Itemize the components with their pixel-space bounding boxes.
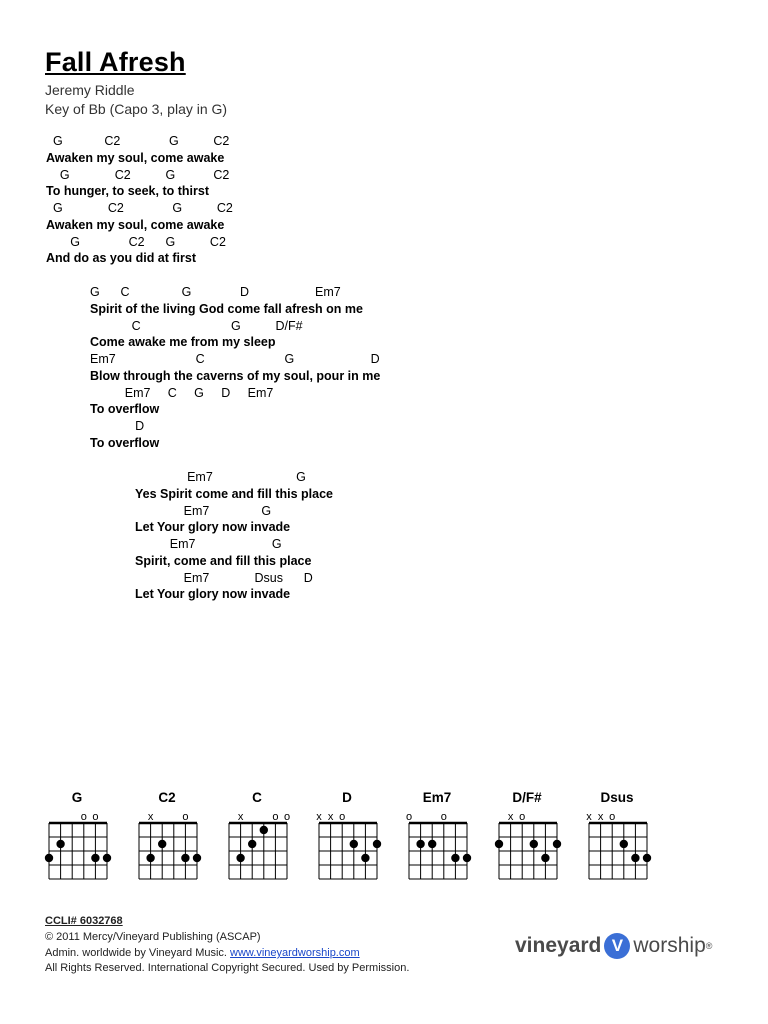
finger-dot [428,840,436,848]
open-string-marker: o [283,811,291,823]
lyric-line: Blow through the caverns of my soul, pour in me [90,368,381,383]
song-author: Jeremy Riddle [45,82,135,98]
lyric-line: Spirit of the living God come fall afresh on me [90,301,363,316]
finger-dot [451,854,459,862]
finger-dot [45,854,53,862]
lyric-line: Yes Spirit come and fill this place [135,486,333,501]
open-string-marker: o [405,811,413,823]
lyric-line: And do as you did at first [46,251,197,266]
finger-dot [416,840,424,848]
muted-string-marker: x [316,811,322,823]
chord-line: G C2 G C2 [46,201,233,216]
finger-dot [373,840,381,848]
open-string-marker: o [609,811,616,823]
finger-dot [158,840,166,848]
finger-dot [350,840,358,848]
open-string-marker: o [182,811,189,823]
muted-string-marker: x [237,811,244,823]
chord-diagram-c [228,811,291,878]
muted-string-marker: x [327,811,334,823]
finger-dot [56,840,64,848]
logo-word-vineyard: vineyard [515,934,602,957]
chord-line: G C2 G C2 [46,134,230,148]
finger-dot [631,854,639,862]
chord-diagram-name: G [71,790,83,805]
website-link[interactable]: www.vineyardworship.com [230,947,360,959]
chord-diagram-name: D/F# [512,790,542,805]
chord-line: G C2 G C2 [46,167,230,182]
lyric-line: Spirit, come and fill this place [135,553,312,568]
copyright-line: © 2011 Mercy/Vineyard Publishing (ASCAP) [45,931,261,943]
lyric-line: To overflow [90,435,160,450]
chord-diagram-name: C2 [158,790,176,805]
chord-diagram-em7 [405,811,468,878]
finger-dot [361,854,369,862]
open-string-marker: o [339,811,346,823]
lyric-line: Come awake me from my sleep [90,335,276,350]
chord-diagram-c2 [138,812,198,878]
finger-dot [530,840,538,848]
finger-dot [236,854,244,862]
chord-diagram-name: D [342,790,352,805]
finger-dot [103,854,111,862]
finger-dot [620,840,628,848]
lyric-line: Let Your glory now invade [135,587,291,602]
open-string-marker: o [519,811,526,823]
chord-diagram-g [48,812,108,878]
finger-dot [193,854,201,862]
finger-dot [260,826,268,834]
ccli-number: CCLI# 6032768 [45,915,123,927]
open-string-marker: o [92,811,99,823]
chord-diagram-name: Dsus [600,790,634,805]
chord-line: Em7 G [135,470,306,484]
lyric-line: To overflow [90,402,160,417]
chord-diagram-dsus [588,812,648,878]
chord-line: G C G D Em7 [90,285,341,299]
chord-line: D [90,419,145,434]
rights-line: All Rights Reserved. International Copyright Secured. Used by Permission. [45,962,410,974]
song-title: Fall Afresh [45,47,186,77]
chord-line: G C2 G C2 [46,234,226,249]
lyric-line: Let Your glory now invade [135,520,291,535]
finger-dot [463,854,471,862]
admin-line [45,947,360,959]
lyric-line: Awaken my soul, come awake [46,217,225,232]
open-string-marker: o [440,811,447,823]
finger-dot [541,854,549,862]
chord-line: Em7 G [135,503,272,518]
song-key: Key of Bb (Capo 3, play in G) [45,101,228,117]
chord-line: C G D/F# [90,318,303,333]
logo-v-icon: V [604,933,630,959]
finger-dot [643,854,651,862]
chord-diagram-name: C [252,790,262,805]
muted-string-marker: x [507,811,514,823]
lyric-line: Awaken my soul, come awake [46,150,225,165]
chord-line: Em7 C G D [90,352,380,367]
chord-line: Em7 G [135,537,282,552]
chord-diagram-df [498,812,558,878]
chord-line: Em7 Dsus D [135,570,313,585]
muted-string-marker: x [597,811,604,823]
logo-registered-mark: ® [705,941,713,951]
chord-diagram-name: Em7 [422,790,452,805]
chord-line: Em7 C G D Em7 [90,385,274,400]
finger-dot [495,840,503,848]
finger-dot [181,854,189,862]
chord-diagram-d [318,812,378,878]
muted-string-marker: x [147,811,154,823]
finger-dot [91,854,99,862]
open-string-marker: o [80,811,87,823]
finger-dot [248,840,256,848]
vineyard-worship-logo [515,930,712,962]
open-string-marker: o [272,811,279,823]
lyric-line: To hunger, to seek, to thirst [46,184,209,199]
muted-string-marker: x [586,811,592,823]
logo-word-worship: worship [633,934,706,957]
admin-text: Admin. worldwide by Vineyard Music. [45,947,227,959]
finger-dot [553,840,561,848]
finger-dot [146,854,154,862]
